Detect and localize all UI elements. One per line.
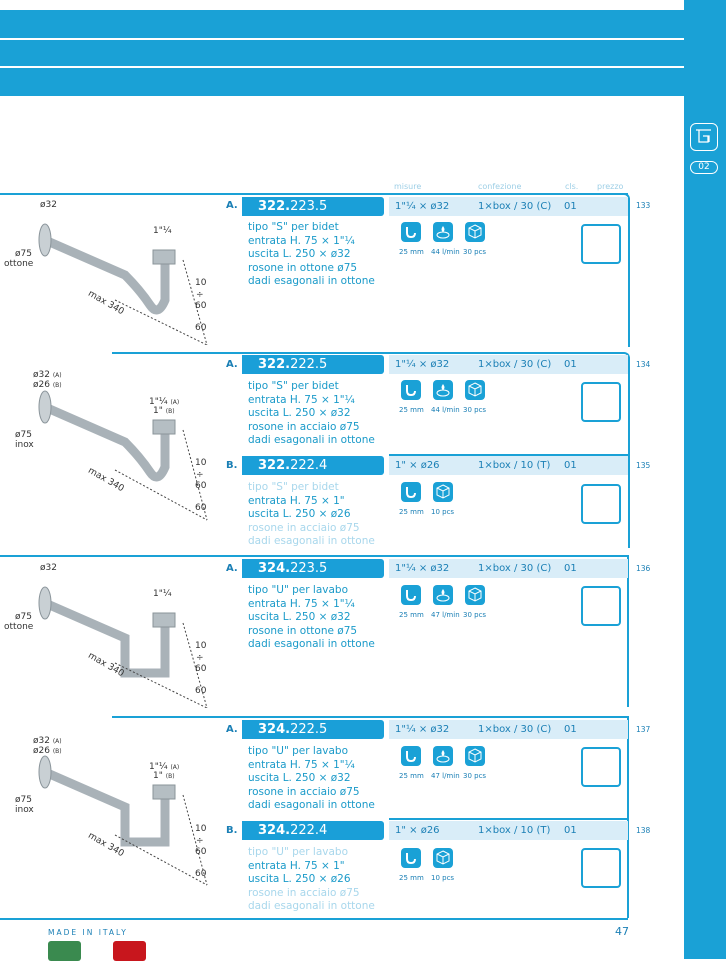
feature-label: 25 mm [399,611,424,619]
max-length: max 340 [86,465,126,495]
size: 1" × ø26 [395,460,440,471]
product-code[interactable]: 324.222.5 [242,720,384,739]
size: 1"¼ × ø32 [395,201,450,212]
qr-code-icon[interactable] [581,586,621,626]
trap-depth-icon [401,222,421,242]
header-stripe [0,10,684,38]
box-icon [465,585,485,605]
cls: 01 [564,201,577,212]
packaging: 1×box / 10 (T) [478,825,551,836]
row-divider [389,818,628,820]
rosette-diameter: ø75 [15,612,32,622]
height-sep: ÷ [196,836,204,846]
cls: 01 [564,825,577,836]
col-header-measures: misure [394,182,422,191]
footer-rule [0,918,628,920]
feature-label: 47 l/min [431,772,460,780]
feature-label: 30 pcs [463,406,487,414]
feature-label: 30 pcs [463,248,487,256]
row-number: 133 [636,201,651,210]
spec-row [389,821,628,840]
rosette-material: inox [15,440,34,450]
trap-depth-icon [401,848,421,868]
bidet-icon[interactable] [690,123,718,151]
inlet-size-a: 1"¼ (A) [149,397,180,407]
size: 1"¼ × ø32 [395,563,450,574]
feature-label: 30 pcs [463,772,487,780]
height-bottom: 60 [195,323,207,333]
feature-label: 25 mm [399,874,424,882]
height-max: 60 [195,301,207,311]
trap-depth-icon [401,585,421,605]
inlet-size: 1"¼ [153,589,172,599]
description-list: tipo "U" per lavabo entrata H. 75 × 1"¼ uscita L. 250 × ø32 rosone in acciaio ø75 dadi esagonali in ottone [248,745,375,811]
flag-green [48,941,81,961]
feature-label: 10 pcs [431,874,455,882]
feature-label: 10 pcs [431,508,455,516]
inlet-size-b: 1" (B) [153,406,175,416]
inlet-size-b: 1" (B) [153,771,175,781]
box-icon [465,222,485,242]
size: 1"¼ × ø32 [395,724,450,735]
flow-rate-icon [433,746,453,766]
rosette-diameter: ø75 [15,249,32,259]
row-number: 138 [636,826,651,835]
packaging: 1×box / 30 (C) [478,359,552,370]
qr-code-icon[interactable] [581,224,621,264]
section-number[interactable]: 02 [690,161,718,174]
col-header-packaging: confezione [478,182,522,191]
max-length: max 340 [86,288,126,318]
pipe-diameter-b: ø26 (B) [33,746,62,756]
flow-rate-icon [433,222,453,242]
max-length: max 340 [86,650,126,680]
feature-label: 44 l/min [431,248,460,256]
feature-label: 47 l/min [431,611,460,619]
box-icon [465,746,485,766]
feature-label: 25 mm [399,772,424,780]
header-stripe [0,68,684,96]
spec-row [389,559,628,578]
header-stripe [0,40,684,66]
height-min: 10 [195,824,207,834]
cls: 01 [564,724,577,735]
pipe-diameter-a: ø32 (A) [33,736,62,746]
variant-letter: A. [226,200,238,211]
description-list: tipo "S" per bidet entrata H. 75 × 1"¼ uscita L. 250 × ø32 rosone in ottone ø75 dadi esagonali in ottone [248,221,375,287]
height-bottom: 60 [195,686,207,696]
spec-row [389,456,628,475]
packaging: 1×box / 30 (C) [478,563,552,574]
group-frame-edge [627,716,629,918]
trap-depth-icon [401,746,421,766]
variant-letter: B. [226,825,238,836]
height-sep: ÷ [196,470,204,480]
size: 1"¼ × ø32 [395,359,450,370]
description-list: tipo "S" per bidet entrata H. 75 × 1"¼ uscita L. 250 × ø32 rosone in acciaio ø75 dadi esagonali in ottone [248,380,375,446]
height-max: 60 [195,664,207,674]
height-max: 60 [195,481,207,491]
inlet-size-a: 1"¼ (A) [149,762,180,772]
qr-code-icon[interactable] [581,382,621,422]
product-code[interactable]: 322.222.4 [242,456,384,475]
group-divider [0,555,628,557]
description-list: tipo "U" per lavabo entrata H. 75 × 1" uscita L. 250 × ø26 rosone in acciaio ø75 dadi esagonali in ottone [248,846,375,912]
pipe-diameter-a: ø32 (A) [33,370,62,380]
row-number: 135 [636,461,651,470]
product-code[interactable]: 322.222.5 [242,355,384,374]
flow-rate-icon [433,380,453,400]
group-divider [112,716,628,718]
product-code[interactable]: 324.222.4 [242,821,384,840]
rosette-diameter: ø75 [15,430,32,440]
trap-depth-icon [401,482,421,502]
height-min: 10 [195,641,207,651]
trap-drawing-u [0,558,215,708]
rosette-material: ottone [4,259,34,269]
box-icon [465,380,485,400]
trap-depth-icon [401,380,421,400]
feature-label: 25 mm [399,508,424,516]
height-sep: ÷ [196,290,204,300]
row-number: 136 [636,564,651,573]
box-icon [433,482,453,502]
rosette-material: inox [15,805,34,815]
feature-label: 25 mm [399,406,424,414]
pipe-diameter-b: ø26 (B) [33,380,62,390]
height-bottom: 60 [195,503,207,513]
packaging: 1×box / 10 (T) [478,460,551,471]
col-header-price: prezzo [597,182,624,191]
pipe-diameter: ø32 [40,200,57,210]
sidebar [684,0,726,959]
flow-rate-icon [433,585,453,605]
max-length: max 340 [86,830,126,860]
variant-letter: B. [226,460,238,471]
page-number: 47 [615,925,629,938]
pipe-diameter: ø32 [40,563,57,573]
height-max: 60 [195,847,207,857]
rosette-material: ottone [4,622,34,632]
rosette-diameter: ø75 [15,795,32,805]
height-bottom: 60 [195,869,207,879]
inlet-size: 1"¼ [153,226,172,236]
product-code[interactable]: 322.223.5 [242,197,384,216]
height-min: 10 [195,278,207,288]
packaging: 1×box / 30 (C) [478,724,552,735]
spec-row [389,197,628,216]
flag-red [113,941,146,961]
cls: 01 [564,563,577,574]
variant-letter: A. [226,359,238,370]
height-min: 10 [195,458,207,468]
qr-code-icon[interactable] [581,484,621,524]
cls: 01 [564,460,577,471]
size: 1" × ø26 [395,825,440,836]
variant-letter: A. [226,724,238,735]
feature-label: 44 l/min [431,406,460,414]
row-number: 134 [636,360,651,369]
packaging: 1×box / 30 (C) [478,201,552,212]
col-header-cls: cls. [565,182,579,191]
spec-row [389,355,628,374]
box-icon [433,848,453,868]
product-code[interactable]: 324.223.5 [242,559,384,578]
feature-label: 25 mm [399,248,424,256]
cls: 01 [564,359,577,370]
header-band [0,0,684,97]
feature-label: 30 pcs [463,611,487,619]
qr-code-icon[interactable] [581,848,621,888]
height-sep: ÷ [196,653,204,663]
spec-row [389,720,628,739]
qr-code-icon[interactable] [581,747,621,787]
made-in-italy: MADE IN ITALY [48,928,128,937]
trap-drawing-s [0,195,215,345]
variant-letter: A. [226,563,238,574]
row-number: 137 [636,725,651,734]
description-list: tipo "U" per lavabo entrata H. 75 × 1"¼ uscita L. 250 × ø32 rosone in ottone ø75 dadi esagonali in ottone [248,584,375,650]
description-list: tipo "S" per bidet entrata H. 75 × 1" uscita L. 250 × ø26 rosone in acciaio ø75 dadi esagonali in ottone [248,481,375,547]
